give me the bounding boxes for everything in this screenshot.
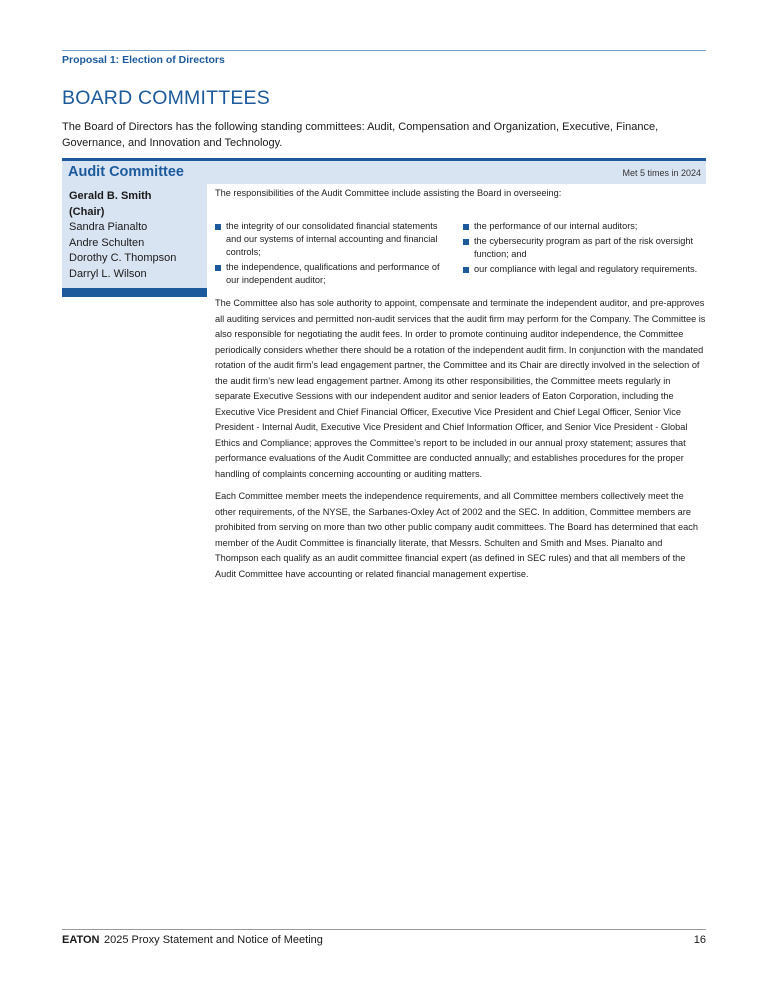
bullet-text: the performance of our internal auditors; [474,221,638,231]
member-chair-role: (Chair) [69,205,105,218]
committee-paragraph-1: The Committee also has sole authority to appoint, compensate and terminate the independent auditor, and pre-approves all auditing services and permitted non-audit services that the audit firm may perform for the Company. The Committee is also responsible for negotiating the audit fees. In order to promote continuing auditor independence, the Committee periodically considers whether there should be a rotation of the independent audit firm. In conjunction with the mandated rotation of the audit firm’s lead engagement partner, the Committee and its Chair are directly involved in the selection of the audit firm’s new lead engagement partner. Among its other responsibilities, the Committee meets regularly in separate Executive Sessions with our independent auditor and senior leaders of Eaton Corporation, including the Executive Vice President and Chief Financial Officer, Executive Vice President and Chief Legal Officer, Senior Vice President - Internal Audit, Executive Vice President and Chief Information Officer, and Senior Vice President - Global Ethics and Compliance; approves the Committee’s report to be included in our annual proxy statement; assures that performance evaluations of the Audit Committee are conducted annually; and establishes procedures for the proper handling of complaints concerning accounting or auditing matters. [215,298,706,479]
bullet-square-icon [215,224,221,230]
member-name: Sandra Pianalto [69,221,148,233]
bullet-item [215,261,455,287]
committee-header [62,158,706,184]
bullet-square-icon [463,239,469,245]
bullet-item [215,220,455,259]
committee-paragraph-2: Each Committee member meets the independence requirements, and all Committee members collectively meet the other requirements, of the NYSE, the Sarbanes-Oxley Act of 2002 and the SEC. In addition, Committee members are prohibited from serving on more than two other public company audit committees. The Board has determined that each member of the Audit Committee is financially literate, that Messrs. Schulten and Smith and Mses. Pianalto and Thompson each qualify as an audit committee financial expert (as defined in SEC rules) and that all members of the Audit Committee have accounting or related financial management expertise. [215,491,698,579]
bullet-item [463,220,707,233]
page-title: BOARD COMMITTEES [62,87,270,109]
bullet-text: the cybersecurity program as part of the risk oversight function; and [474,236,694,259]
bullets-left [215,220,455,289]
bullet-square-icon [463,224,469,230]
committee-name: Audit Committee [68,164,184,180]
member-name: Darryl L. Wilson [69,267,147,280]
member-name: Andre Schulten [69,236,145,249]
footer-brand: EATON [62,934,100,946]
bullets-right [463,220,707,278]
members-list [62,184,207,288]
bullet-text: our compliance with legal and regulatory requirements. [474,264,698,274]
bullet-square-icon [463,267,469,273]
bullet-item [463,235,707,261]
responsibilities-intro: The responsibilities of the Audit Committee include assisting the Board in overseeing: [215,188,562,198]
member-name: Dorothy C. Thompson [69,252,177,264]
bullet-square-icon [215,265,221,271]
bullet-text: the integrity of our consolidated financial statements and our systems of internal accounting and financial controls; [226,221,438,257]
top-rule [62,50,706,51]
bullet-item [463,263,707,276]
member-chair-name: Gerald B. Smith [69,190,152,202]
section-label: Proposal 1: Election of Directors [62,54,225,66]
footer-title: 2025 Proxy Statement and Notice of Meeting [104,934,323,946]
members-bottom-bar [62,288,207,297]
bullet-text: the independence, qualifications and performance of our independent auditor; [226,262,440,285]
intro-paragraph: The Board of Directors has the following standing committees: Audit, Compensation and Organization, Executive, Finance, Governance, and Innovation and Technology. [62,121,659,149]
footer-rule [62,929,706,930]
page-number: 16 [693,934,706,946]
meetings-count: Met 5 times in 2024 [622,168,701,178]
